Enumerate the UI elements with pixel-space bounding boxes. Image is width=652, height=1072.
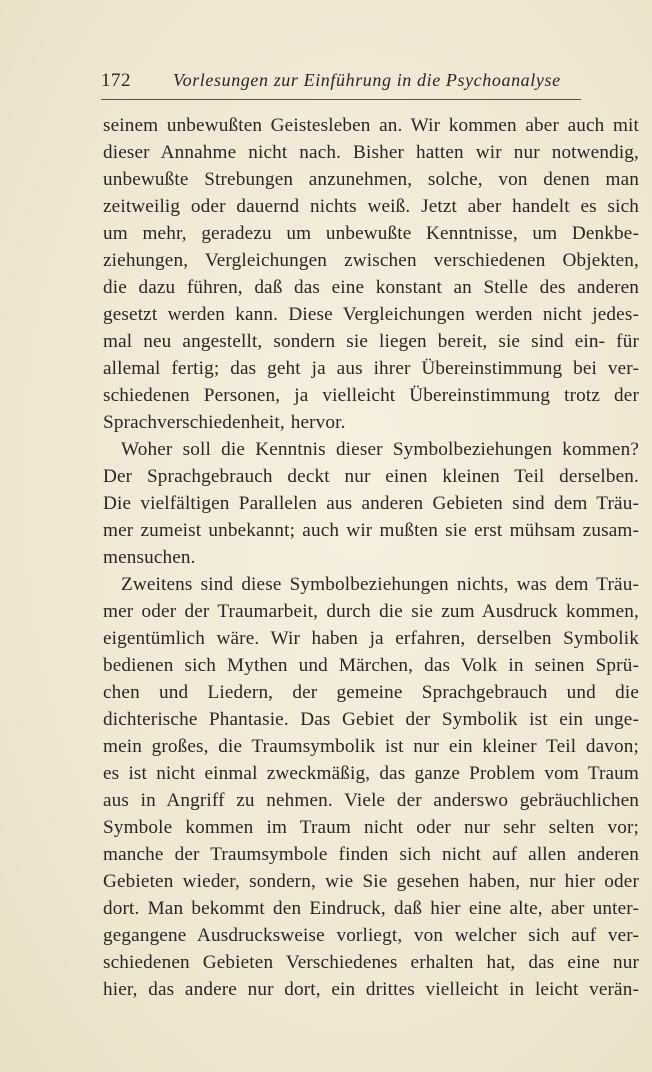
text-line: manche der Traumsymbole finden sich nicht auf allen anderen (103, 844, 639, 865)
text-line: chen und Liedern, der gemeine Sprachgebrauch und die (103, 682, 639, 703)
text-line: dieser Annahme nicht nach. Bisher hatten wir nur notwendig, (103, 142, 639, 163)
text-line: mensuchen. (103, 547, 196, 568)
text-line: unbewußte Strebungen anzunehmen, solche, von denen man (103, 169, 639, 190)
text-line: es ist nicht einmal zweckmäßig, das ganze Problem vom Traum (103, 763, 639, 784)
text-line: um mehr, geradezu um unbewußte Kenntnisse, um Denkbe- (103, 223, 639, 244)
text-line: seinem unbewußten Geistesleben an. Wir kommen aber auch mit (103, 115, 639, 136)
text-line: dichterische Phantasie. Das Gebiet der Symbolik ist ein unge- (103, 709, 639, 730)
text-line: Der Sprachgebrauch deckt nur einen kleinen Teil derselben. (103, 466, 639, 487)
text-line: mal neu angestellt, sondern sie liegen bereit, sie sind ein- für (103, 331, 639, 352)
running-title: Vorlesungen zur Einführung in die Psychoanalyse (173, 70, 561, 90)
text-line: allemal fertig; das geht ja aus ihrer Übereinstimmung bei ver- (103, 358, 639, 379)
text-line: Sprachverschiedenheit, hervor. (103, 412, 346, 433)
text-line: gesetzt werden kann. Diese Vergleichungen werden nicht jedes- (103, 304, 639, 325)
text-line: schiedenen Personen, ja vielleicht Übereinstimmung trotz der (103, 385, 639, 406)
running-header (101, 70, 581, 94)
text-line: zeitweilig oder dauernd nichts weiß. Jetzt aber handelt es sich (103, 196, 639, 217)
text-line: eigentümlich wäre. Wir haben ja erfahren, derselben Symbolik (103, 628, 639, 649)
text-line: hier, das andere nur dort, ein drittes vielleicht in leicht verän- (103, 979, 639, 1000)
text-line: bedienen sich Mythen und Märchen, das Volk in seinen Sprü- (103, 655, 639, 676)
text-line: Zweitens sind diese Symbolbeziehungen nichts, was dem Träu- (121, 574, 639, 595)
body-text (103, 112, 639, 1003)
text-line: gegangene Ausdrucksweise vorliegt, von welcher sich auf ver- (103, 925, 639, 946)
text-line: mer oder der Traumarbeit, durch die sie zum Ausdruck kommen, (103, 601, 639, 622)
text-line: mein großes, die Traumsymbolik ist nur ein kleiner Teil davon; (103, 736, 639, 757)
text-line: die dazu führen, daß das eine konstant an Stelle des anderen (103, 277, 639, 298)
page-number: 172 (101, 70, 131, 91)
text-line: schiedenen Gebieten Verschiedenes erhalten hat, das eine nur (103, 952, 639, 973)
text-line: Die vielfältigen Parallelen aus anderen Gebieten sind dem Träu- (103, 493, 639, 514)
text-line: Woher soll die Kenntnis dieser Symbolbeziehungen kommen? (121, 439, 639, 460)
text-line: dort. Man bekommt den Eindruck, daß hier eine alte, aber unter- (103, 898, 639, 919)
text-line: Gebieten wieder, sondern, wie Sie gesehen haben, nur hier oder (103, 871, 639, 892)
text-line: Symbole kommen im Traum nicht oder nur sehr selten vor; (103, 817, 639, 838)
text-line: aus in Angriff zu nehmen. Viele der anderswo gebräuchlichen (103, 790, 639, 811)
text-line: ziehungen, Vergleichungen zwischen verschiedenen Objekten, (103, 250, 639, 271)
header-rule (101, 99, 581, 100)
text-line: mer zumeist unbekannt; auch wir mußten sie erst mühsam zusam- (103, 520, 639, 541)
